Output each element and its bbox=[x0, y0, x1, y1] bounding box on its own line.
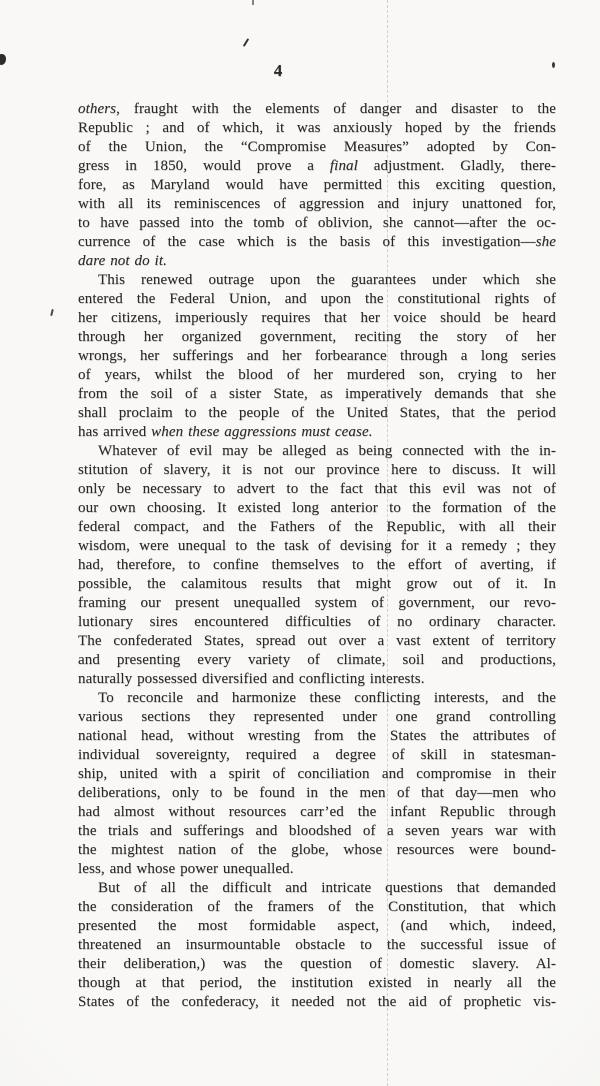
text-line bbox=[78, 347, 556, 366]
text-run: others bbox=[78, 101, 117, 117]
text-line bbox=[78, 670, 556, 689]
text-line bbox=[78, 746, 556, 765]
ink-speck-left-edge bbox=[0, 54, 6, 65]
text-line bbox=[78, 119, 556, 138]
text-run: shall proclaim to the people of the United States, that the period bbox=[78, 405, 556, 421]
text-run: stitution of slavery, it is not our province here to discuss. It will bbox=[78, 462, 556, 478]
text-run: through her organized government, reciting the story of her bbox=[78, 329, 556, 345]
text-run: their deliberation,) was the question of domestic slavery. Al- bbox=[78, 956, 556, 972]
text-block bbox=[78, 100, 556, 1012]
paragraph bbox=[78, 879, 556, 1012]
text-line bbox=[78, 803, 556, 822]
text-line bbox=[78, 784, 556, 803]
text-run: from the soil of a sister State, as imperatively demands that she bbox=[78, 386, 556, 402]
text-line bbox=[78, 651, 556, 670]
text-line bbox=[78, 480, 556, 499]
text-line bbox=[78, 461, 556, 480]
text-run: threatened an insurmountable obstacle to the successful issue of bbox=[78, 937, 556, 953]
text-run: when these aggressions must cease. bbox=[151, 424, 373, 440]
text-run: naturally possessed diversified and conflicting interests. bbox=[78, 671, 425, 687]
text-run: wisdom, were unequal to the task of devising for it a remedy ; they bbox=[78, 538, 556, 554]
text-run: with all its reminiscences of aggression and injury unattoned for, bbox=[78, 196, 556, 212]
text-run: States of the confederacy, it needed not the aid of prophetic vis- bbox=[78, 994, 556, 1010]
text-run: only be necessary to advert to the fact that this evil was not of bbox=[78, 481, 556, 497]
text-line bbox=[78, 252, 556, 271]
text-line bbox=[78, 176, 556, 195]
text-run: But of all the difficult and intricate questions that demanded bbox=[98, 880, 556, 896]
text-run: of years, whilst the blood of her murdered son, crying to her bbox=[78, 367, 556, 383]
text-run: and presenting every variety of climate, soil and productions, bbox=[78, 652, 556, 668]
text-line bbox=[78, 195, 556, 214]
text-line bbox=[78, 708, 556, 727]
text-line bbox=[78, 841, 556, 860]
text-run: Whatever of evil may be alleged as being connected with the in- bbox=[98, 443, 556, 459]
text-line bbox=[78, 423, 556, 442]
text-run: presented the most formidable aspect, (and which, indeed, bbox=[78, 918, 556, 934]
text-line bbox=[78, 613, 556, 632]
text-line bbox=[78, 575, 556, 594]
text-run: framing our present unequalled system of government, our revo- bbox=[78, 595, 556, 611]
text-line bbox=[78, 309, 556, 328]
text-run: our own choosing. It existed long anterior to the formation of the bbox=[78, 500, 556, 516]
text-run: lutionary sires encountered difficulties of no ordinary character. bbox=[78, 614, 556, 630]
text-run: to have passed into the tomb of oblivion, she cannot—after the oc- bbox=[78, 215, 556, 231]
text-run: of the Union, the “Compromise Measures” adopted by Con- bbox=[78, 139, 556, 155]
ink-speck-left-margin bbox=[50, 309, 54, 316]
text-run: less, and whose power unequalled. bbox=[78, 861, 294, 877]
text-run: wrongs, her sufferings and her forbearance through a long series bbox=[78, 348, 556, 364]
text-line bbox=[78, 328, 556, 347]
text-run: though at that period, the institution existed in nearly all the bbox=[78, 975, 556, 991]
text-line bbox=[78, 214, 556, 233]
text-run: federal compact, and the Fathers of the Republic, with all their bbox=[78, 519, 556, 535]
text-run: had, therefore, to confine themselves to the effort of averting, if bbox=[78, 557, 556, 573]
text-run: deliberations, only to be found in the men of that day—men who bbox=[78, 785, 556, 801]
text-line bbox=[78, 955, 556, 974]
text-line bbox=[78, 100, 556, 119]
text-run: has arrived bbox=[78, 424, 152, 440]
text-line bbox=[78, 974, 556, 993]
text-run: currence of the case which is the basis of this investigation— bbox=[78, 234, 536, 250]
text-line bbox=[78, 879, 556, 898]
text-run: had almost without resources carr’ed the infant Republic through bbox=[78, 804, 556, 820]
ink-speck-top bbox=[243, 38, 249, 47]
text-line bbox=[78, 556, 556, 575]
text-line bbox=[78, 290, 556, 309]
text-run: , fraught with the elements of danger and disaster to the bbox=[116, 101, 556, 117]
text-line bbox=[78, 917, 556, 936]
text-line bbox=[78, 404, 556, 423]
text-line bbox=[78, 898, 556, 917]
ink-speck-right bbox=[552, 62, 555, 68]
text-run: To reconcile and harmonize these conflicting interests, and the bbox=[98, 690, 556, 706]
text-run: Republic ; and of which, it was anxiously hoped by the friends bbox=[78, 120, 556, 136]
text-run: dare not do it. bbox=[78, 253, 167, 269]
page-number: 4 bbox=[273, 61, 283, 80]
text-run: the consideration of the framers of the Constitution, that which bbox=[78, 899, 556, 915]
text-run: her citizens, imperiously requires that her voice should be heard bbox=[78, 310, 556, 326]
text-line bbox=[78, 233, 556, 252]
text-run: gress in 1850, would prove a bbox=[78, 158, 330, 174]
text-line bbox=[78, 138, 556, 157]
text-line bbox=[78, 727, 556, 746]
text-line bbox=[78, 385, 556, 404]
text-run: This renewed outrage upon the guarantees under which she bbox=[98, 272, 556, 288]
text-line bbox=[78, 594, 556, 613]
text-run: national head, without wresting from the States the attributes of bbox=[78, 728, 556, 744]
text-line bbox=[78, 157, 556, 176]
text-line bbox=[78, 993, 556, 1012]
text-line bbox=[78, 765, 556, 784]
text-run: possible, the calamitous results that might grow out of it. In bbox=[78, 576, 556, 592]
paragraph bbox=[78, 271, 556, 442]
text-line bbox=[78, 936, 556, 955]
text-run: various sections they represented under one grand controlling bbox=[78, 709, 556, 725]
text-run: adjustment. Gladly, there- bbox=[357, 158, 556, 174]
text-line bbox=[78, 689, 556, 708]
paragraph bbox=[78, 100, 556, 271]
paragraph bbox=[78, 442, 556, 689]
text-run: final bbox=[329, 158, 358, 174]
text-line bbox=[78, 518, 556, 537]
text-line bbox=[78, 271, 556, 290]
scan-gutter-line bbox=[387, 0, 388, 1086]
paragraph bbox=[78, 689, 556, 879]
text-line bbox=[78, 860, 556, 879]
text-run: the trials and sufferings and bloodshed of a seven years war with bbox=[78, 823, 556, 839]
text-line bbox=[78, 537, 556, 556]
text-line bbox=[78, 499, 556, 518]
ink-speck-top-edge bbox=[252, 0, 254, 5]
text-run: individual sovereignty, required a degree of skill in statesman- bbox=[78, 747, 556, 763]
text-line bbox=[78, 632, 556, 651]
text-run: ship, united with a spirit of conciliation and compromise in their bbox=[78, 766, 556, 782]
text-line bbox=[78, 822, 556, 841]
text-run: fore, as Maryland would have permitted this exciting question, bbox=[78, 177, 556, 193]
text-run: she bbox=[535, 234, 556, 250]
text-run: entered the Federal Union, and upon the constitutional rights of bbox=[78, 291, 556, 307]
text-run: the mightest nation of the globe, whose resources were bound- bbox=[78, 842, 556, 858]
text-line bbox=[78, 442, 556, 461]
text-line bbox=[78, 366, 556, 385]
text-run: The confederated States, spread out over a vast extent of territory bbox=[78, 633, 556, 649]
